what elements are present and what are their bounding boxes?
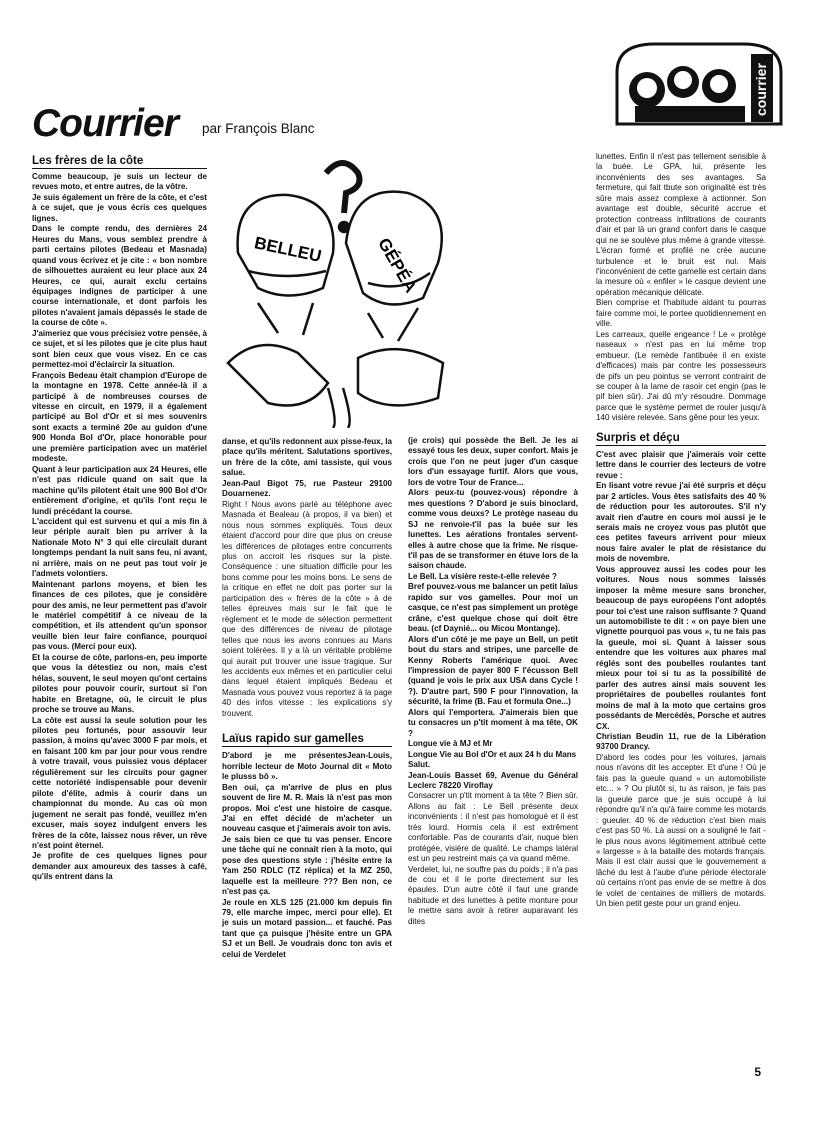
paragraph: Christian Beudin 11, rue de la Libération 93700 Drancy. <box>596 732 766 752</box>
paragraph: Les carreaux, quelle engeance ! Le « protège naseaux » n'est pas en lui même trop embueur. (Le remède l'antibuée il en existe d'efficaces) mais par contre les possesseurs de pifs un peu pointus se verront contraint de se couper à la lame de rasoir cet engin (pas le pif bien sûr). J'ai dû m'y résoudre. Dommage parce que le système permet de rouler jusqu'à 140 visière relevée. Sans gêne pour les yeux. <box>596 329 766 423</box>
col1-body <box>32 172 207 883</box>
paragraph: Verdelet, lui, ne souffre pas du poids ; il n'a pas de cou et il le porte directement sur les épaules. D'un autre côté il faut une grande habitude et des lunettes à petite monture pour le mettre sans avoir à retirer auparavant les dites <box>408 864 578 926</box>
paragraph: Vous approuvez aussi les codes pour les voitures. Nous nous sommes laissés imposer la même mesure sans broncher, beaucoup de pays européens l'ont adoptés pour toi c'est une raison suffisante ? Quand un automobiliste te dit : « on paye bien une vignette pourquoi pas vous », tu ne fais pas la gueule, moi si. Quant à laisser sous entendre que les voitures aux phares mal réglés sont des poubelles roulantes tant mieux pour toi si tu as la possibilité de parler des autres ainsi mais souvent les propriétaires de poubelles roulantes font moins de mal à la moto que certains gros possédants de Mercédès, Porsche et autres CX. <box>596 564 766 731</box>
paragraph: Longue vie à MJ et Mr <box>408 739 493 749</box>
paragraph: Dans le compte rendu, des dernières 24 Heures du Mans, vous semblez prendre à parti certains pilotes (Bedeau et Masnada) quand vous écrivez et je cite : « bon nombre de silhouettes auraient eu leur place aux 24 Heures, ce qui, aurait exclu certains équipages indignes de participer à une course internationale, et dont parfois les pilotes n'avaient jamais dépassés le stade de la course de côte ». <box>32 224 207 328</box>
article-heading: Les frères de la côte <box>32 155 207 169</box>
helmets-illustration <box>218 153 463 428</box>
paragraph: Longue Vie au Bol d'Or et aux 24 h du Mans <box>408 749 577 759</box>
paragraph: Je profite de ces quelques lignes pour demander aux amoureux des tasses à café, qu'ils entrent dans la <box>32 851 207 882</box>
courrier-logo <box>615 42 783 126</box>
paragraph: La côte est aussi la seule solution pour les pilotes peu fortunés, pour assouvir leur passion, à moins qu'avec 3000 F par mois, et en faisant 100 km par jour pour vous rendre à votre travail, vous puissiez vous déplacer régulièrement sur les circuits pour gagner cette notoriété indispensable pour devenir pilote d'élite, admis à courir dans un championnat du monde. Au cas où mon jugement ne serait pas fondé, veuillez m'en excuser, mais soyez indulgent envers les frères de la côte, laissez nous rêver, un rêve n'est point éternel. <box>32 715 207 850</box>
paragraph: Maintenant parlons moyens, et bien les finances de ces pilotes, que je considère pour des amis, ne leur permettent pas d'avoir le matériel compétitif à ce niveau de la compétition, et ils attendent qu'un sponsor veuille bien leur faire confiance, pourquoi pas vous. (Merci pour eux). <box>32 579 207 652</box>
paragraph: Je roule en XLS 125 (21.000 km depuis fin 79, elle marche impec, merci pour elle). Et je suis un motard passion... et fauché. Pas tant que ça puisque j'hésite entre un GPA SJ et un Bell. Je voudrais donc ton avis et celui de Verdelet <box>222 897 392 959</box>
paragraph: Comme beaucoup, je suis un lecteur de revues moto, et entre autres, de la vôtre. <box>32 172 207 192</box>
byline: par François Blanc <box>202 121 315 136</box>
paragraph: Salut. <box>408 760 431 770</box>
paragraph: L'accident qui est survenu et qui a mis fin à leur périple aurait bien pu arriver à la Nationale Moto N° 3 qui elle circulait durant longtemps pendant la nuit sans feu, ni avant, ni arrière, mais on ne peut pas tout voir je l'admets volontiers. <box>32 516 207 579</box>
paragraph: Bien comprise et l'habitude aidant tu pourras faire comme moi, le portee quotidiennement en ville. <box>596 298 766 329</box>
col2-body <box>222 437 392 719</box>
col4-body-2 <box>596 450 766 910</box>
paragraph: Jean-Louis Basset 69, Avenue du Général Leclerc 78220 Viroflay <box>408 770 578 790</box>
paragraph: Alors qui l'emportera. J'aimerais bien que tu consacres un p'tit moment à ma tête, OK ? <box>408 707 578 738</box>
paragraph: C'est avec plaisir que j'aimerais voir cette lettre dans le courrier des lecteurs de votre revue : <box>596 449 766 480</box>
helmet-right-text: GÉPÉA <box>374 234 421 296</box>
paragraph: Consacrer un p'tit moment à ta tête ? Bien sûr. Allons au fait : Le Bell présente deux inconvénients : il n'est pas homologué et il est très lourd. Hormis cela il est extrêment confortable. Pas de courants d'air, nuque bien protégée, visière de qualité. Le champs latéral est un peu restreint mais ça va quand même. <box>408 791 578 864</box>
article-heading: Laïus rapido sur gamelles <box>222 733 392 747</box>
paragraph: Le Bell. La visière reste-t-elle relevée ? <box>408 571 557 581</box>
col4-body <box>596 152 766 424</box>
paragraph: Alors peux-tu (pouvez-vous) répondre à mes questions ? D'abord je suis binoclard, comme vous deuxs? Le protège naseau du SJ ne renvoie-t'il pas la buée sur les lunettes. Les aérations frontales servent-elles à autre chose que la frime. Ne risque-t'il pas de se transformer en étuve lors de la saison chaude. <box>408 488 578 571</box>
paragraph: Je suis également un frère de la côte, et c'est à ce sujet, que je vous écris ces quelques lignes. <box>32 192 207 223</box>
paragraph: Et la course de côte, parlons-en, peu importe que vous la détestiez ou non, mais c'est hélas, souvent, le seul moyen qu'ont certains pilotes pour pouvoir courir, surtout si l'on habite en Bretagne, où, le circuit le plus proche se trouve au Mans. <box>32 652 207 715</box>
page-number: 5 <box>754 1065 761 1079</box>
helmet-left-text: BELLEU <box>252 233 324 266</box>
paragraph: François Bedeau était champion d'Europe de la montagne en 1978. Cette année-là il a participé à de nombreuses courses de vitesse en circuit, en 1979, il a également participé au Bol d'Or et si mes souvenirs sont exacts a terminé 20e au guidon d'une 900 Honda Bol d'Or, place honorable pour une première participation avec un matériel modeste. <box>32 370 207 464</box>
paragraph: D'abord je me présentesJean-Louis, horrible lecteur de Moto Journal dit « Moto le plusss bô ». <box>222 751 392 782</box>
paragraph: J'aimeriez que vous précisiez votre pensée, à ce sujet, et si les pilotes que je cite plus haut sont bien ceux que vous visez. En ce cas permettez-moi d'éclaircir la situation. <box>32 328 207 370</box>
paragraph: Quant à leur participation aux 24 Heures, elle n'est pas ridicule quand on sait que la machine qu'ils pilotent était une 900 Bol d'Or entièrement d'origine, et qu'ils l'ont reçu le lundi précédant la course. <box>32 464 207 516</box>
paragraph: Ben oui, ça m'arrive de plus en plus souvent de lire M. R. Mais là n'est pas mon propos. Moi c'est une histoire de casque. J'ai en effet décidé de m'acheter un nouveau casque et j'aimerais avoir ton avis. <box>222 782 392 834</box>
paragraph: Alors d'un côté je me paye un Bell, un petit bout du stars and stripes, une parcelle de Kenny Roberts l'amérique quoi. Avec l'impression de payer 800 F l'écusson Bell (quand je vois le prix aux USA dans Cycle ! ?). D'autre part, 590 F pour l'innovation, la sécurité, la frime (B. Fau et formula One...) <box>408 634 578 707</box>
paragraph: Jean-Paul Bigot 75, rue Pasteur 29100 Douarnenez. <box>222 478 392 499</box>
paragraph: (je crois) qui possède the Bell. Je les ai essayé tous les deux, super confort. Mais je crois que l'on ne peut juger d'un casque lors d'un essayage furtif. Alors que vous, lors de votre Tour de France... <box>408 436 578 487</box>
col3-body <box>408 436 578 927</box>
col2-body-2 <box>222 751 392 960</box>
paragraph: lunettes. Enfin il n'est pas tellement sensible à la buée. Le GPA, lui, présente les inconvénients des ses avantages. Sa fermeture, qui fait tbute son originalité est très sûre mais assez complexe à actionner. Son avantage est double, sécurité accrue et protection contreass infiltrations de courants d'air et par là un grand confort dans le casque qui ne se soulève plus même à grande vitesse. L'écran formé et profilé ne crée aucune turbulence et le bruit est nul. Mais l'inconvénient de cette gamelle est certain dans la mesure où « enfiler » le casque devient une opération mécanique délicate. <box>596 152 766 297</box>
paragraph: Bref pouvez-vous me balancer un petit laïus rapido sur vos gamelles. Pour moi un casque, ce n'est pas simplement un protège crâne, c'est quelque chose qui doit être beau. (cf Daynié... ou Micou Montange). <box>408 582 578 634</box>
paragraph: danse, et qu'ils redonnent aux pisse-feux, la place qu'ils méritent. Salutations sportives, un frère de la côte, ami tassiste, qui vous salue. <box>222 437 392 478</box>
paragraph: En lisant votre revue j'ai été surpris et déçu par 2 articles. Vous êtes satisfaits des 40 % de réduction pour les autoroutes. S'il n'y avait rien d'autre en cours moi aussi je le serais mais ne croyez vous pas plutôt que ces petites faveurs arrivent pour mieux nous faire avaler le plat de résistance du mois de novembre. <box>596 481 766 564</box>
paragraph: Je sais bien ce que tu vas penser. Encore une tâche qui ne connaît rien à la moto, qui pose des questions style : j'hésite entre la Yam 250 RDLC (TZ réplica) et la MZ 250, laquelle est la meilleure ??? Ben non, ce n'est pas ça. <box>222 834 392 897</box>
logo-text: courrier <box>753 63 769 116</box>
paragraph: Right ! Nous avons parlé au téléphone avec Masnada et Bealeau (à propos, il va bien) et nous nous sommes expliqués. Tous deux étaient d'accord pour dire que plus on creuse les différences de pilotages entre concurrents plus on accroit les risques sur la piste. Conséquence : une situation difficile pour les bons comme pour les moins bons. Le sens de la critique en effet ne doit pas porter sur la participation des « frères de la côte » à de telles épreuves mais sur le fait que le règlement et le mode de sélection permettent que des différences de niveau de pilotage telles que nous les avons connues au Mans soient tolérées. Il y a là un véritable problème qui aurait put trouver une issue tragique. Sur les accidents eux mêmes et en particulier celui dans lequel étaient impliqués Bedeau et Masnada vous pouvez vous reportez à la page 40 des infos vitesse : les explications s'y trouvent. <box>222 499 392 718</box>
paragraph: D'abord les codes pour les voitures, jamais nous n'avons dit les accepter. Et d'une ! Où je fais pas la gueule quand « un automobiliste etc... » ? Ou plutôt si, tu as raison, je fais pas la gueule parce que je suis occupé à lui répondre qu'il n'a qu'à faire comme les motards : gueuler. 40 % de réduction c'est bien mais c'est pas 50 %. Là aussi on a souligné le fait - le plus nous avons légitimement attribué cette « largesse » à la bataille des motards français. Mais il est clair aussi que le gouvernement a lâché du lest à l'aube d'une période électorale où certains n'ont pas envie de se mettre à dos le volet de centaines de milliers de motards. Un bien petit geste pour un grand enjeu. <box>596 752 766 909</box>
article-heading: Surpris et déçu <box>596 432 766 446</box>
page-title: Courrier <box>32 102 178 145</box>
